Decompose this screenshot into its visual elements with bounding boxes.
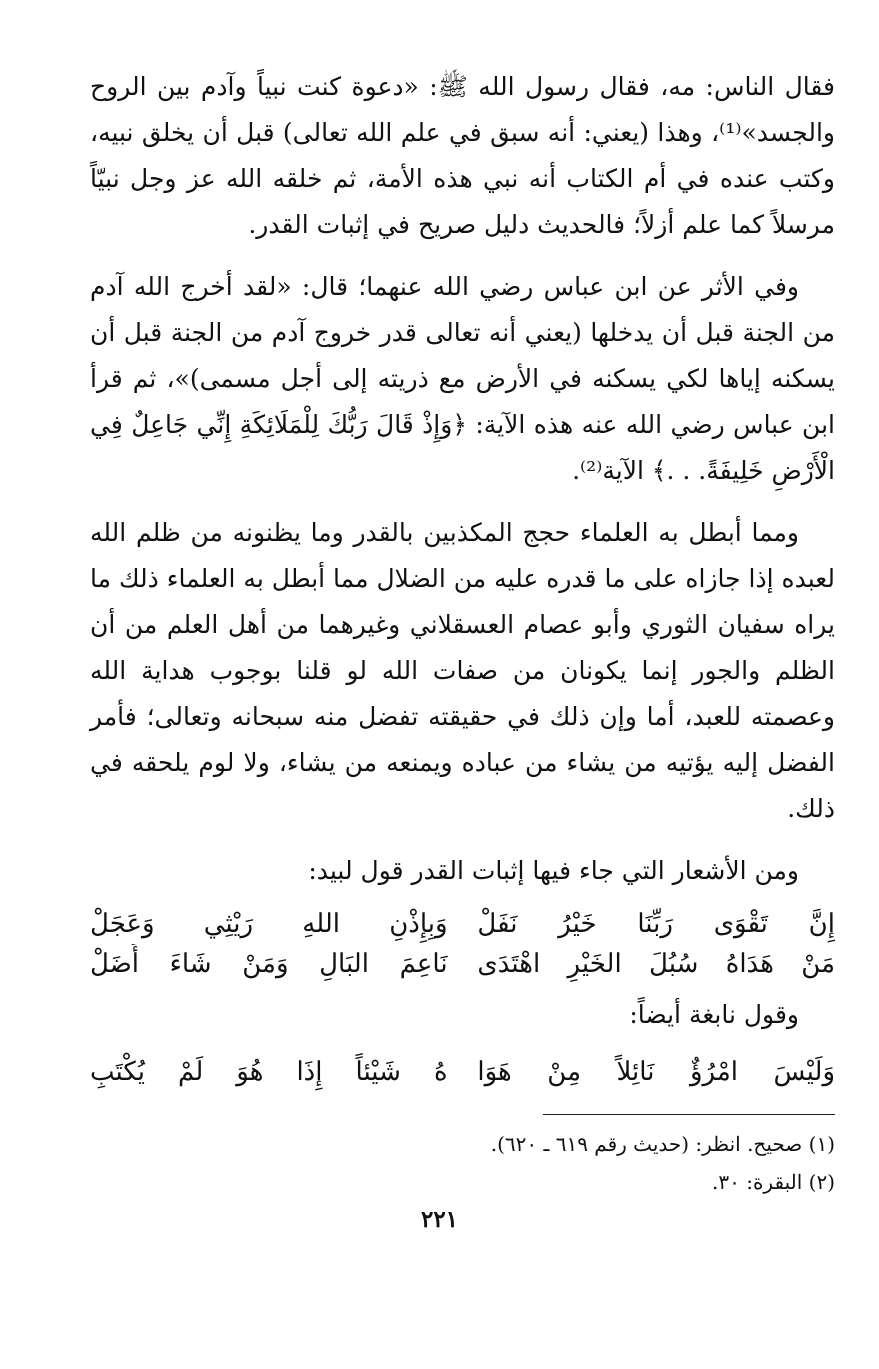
paragraph-hadith-prophethood: فقال الناس: مه، فقال رسول الله ﷺ: «دعوة كنت نبياً وآدم بين الروح والجسد»⁽¹⁾، وهذا (يعني: أنه سبق في علم الله تعالى) قبل أن يخلق نبيه، وكتب عنده في أم الكتاب أنه نبي هذه الأمة، ثم خلقه الله عز وجل نبيّاً مرسلاً كما علم أزلاً؛ فالحديث دليل صريح في إثبات القدر. bbox=[90, 72, 835, 239]
verse-second-hemistich: وَبِإِذْنِ اللهِ رَيْثِي وَعَجَلْ bbox=[90, 909, 448, 939]
page-number: ٢٢١ bbox=[420, 1206, 459, 1233]
paragraph-refutation: ومما أبطل به العلماء حجج المكذبين بالقدر وما يظنونه من ظلم الله لعبده إذا جازاه على ما قدره عليه من الضلال مما أبطل به العلماء ذلك ما يراه سفيان الثوري وأبو عصام العسقلاني وغيرهما من أهل العلم من أن الظلم والجور إنما يكونان من صفات الله لو قلنا بوجوب هداية الله وعصمته للعبد، أما وإن ذلك في حقيقته تفضل منه سبحانه وتعالى؛ فأمر الفضل إليه يؤتيه من يشاء من عباده ويمنعه من يشاء، ولا لوم يلحقه في ذلك. bbox=[90, 518, 835, 823]
verses-labid bbox=[90, 904, 835, 984]
verse-first-hemistich: مَنْ هَدَاهُ سُبُلَ الخَيْرِ اهْتَدَى bbox=[477, 949, 835, 979]
footnotes bbox=[90, 1125, 835, 1201]
verse-first-hemistich: إِنَّ تَقْوَى رَبِّنَا خَيْرُ نَفَلْ bbox=[477, 909, 835, 939]
verse-line bbox=[90, 904, 835, 944]
poetry-intro-labid: ومن الأشعار التي جاء فيها إثبات القدر قول لبيد: bbox=[308, 856, 799, 885]
footnote-divider bbox=[543, 1114, 835, 1115]
verse-first-hemistich: وَلَيْسَ امْرُؤٌ نَائِلاً مِنْ هَوَا bbox=[477, 1057, 835, 1087]
paragraph-ibn-abbas-athar: وفي الأثر عن ابن عباس رضي الله عنهما؛ قال: «لقد أخرج الله آدم من الجنة قبل أن يدخلها (يعني أنه تعالى قدر خروج آدم من الجنة قبل أن يسكنه إياها لكي يسكنه في الأرض مع ذريته إلى أجل مسمى)»، ثم قرأ ابن عباس رضي الله عنه هذه الآية: ﴿وَإِذْ قَالَ رَبُّكَ لِلْمَلَائِكَةِ إِنِّي جَاعِلٌ فِي الْأَرْضِ خَلِيفَةً. . .﴾ الآية⁽²⁾. bbox=[90, 272, 835, 485]
verses-nabigha bbox=[90, 1052, 835, 1092]
verse-second-hemistich: هُ شَيْئاً إِذَا هُوَ لَمْ يُكْتَبِ bbox=[90, 1057, 448, 1087]
poetry-intro-nabigha: وقول نابغة أيضاً: bbox=[629, 1000, 799, 1029]
footnote-2: (٢) البقرة: ٣٠. bbox=[712, 1170, 835, 1194]
verse-line bbox=[90, 944, 835, 984]
verse-second-hemistich: نَاعِمَ البَالِ وَمَنْ شَاءَ أَضَلْ bbox=[90, 949, 448, 979]
footnote-1: (١) صحيح. انظر: (حديث رقم ٦١٩ ـ ٦٢٠). bbox=[490, 1132, 835, 1156]
verse-line bbox=[90, 1052, 835, 1092]
